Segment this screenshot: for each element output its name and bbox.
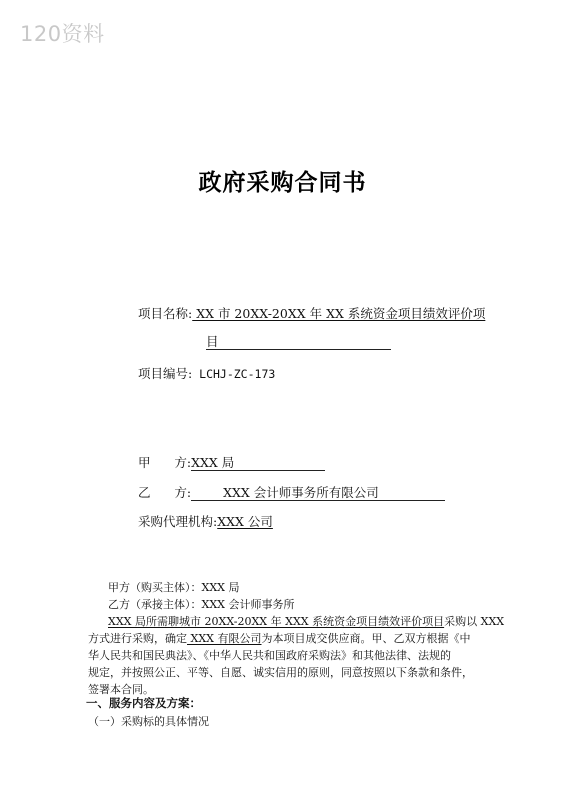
procurement-project-name: XXX 局所需聊城市 20XX-20XX 年 XXX 系统资金项目绩效评价项目 [108,615,445,628]
section-1-heading: 一、服务内容及方案： [86,696,201,710]
agency-value: XXX 公司 [217,514,273,529]
project-name-row-2 [206,334,391,350]
page-title: 政府采购合同书 [198,170,367,196]
party-b-text: XXX 会计师事务所有限公司 [223,485,379,500]
supplier-line: 乙方（承接主体）：XXX 会计师事务所 [108,598,295,611]
para-1-tail: 采购以 XXX [444,615,505,628]
party-a-value [191,455,325,471]
winning-supplier: XXX 有限公司 [187,632,262,645]
watermark: 120资料 [20,22,105,46]
party-b-label: 乙 方: [138,485,192,500]
project-number-label: 项目编号: [138,366,193,381]
contract-paragraph-line-3: 华人民共和国民典法》、《中华人民共和国政府采购法》和其他法律、法规的 [88,649,451,662]
project-name-row [138,306,485,322]
party-a-label: 甲 方: [138,455,192,470]
contract-paragraph-line-1 [108,614,504,630]
contract-paragraph-line-2 [88,631,471,647]
contract-paragraph-line-5: 签署本合同。 [88,683,154,696]
para-2-prefix: 方式进行采购，确定 [88,632,187,645]
agency-label: 采购代理机构: [138,514,218,529]
buyer-line: 甲方（购买主体）：XXX 局 [108,581,240,594]
party-a-row [138,455,325,471]
party-b-value [191,485,445,501]
subsection-1: （一）采购标的具体情况 [88,715,209,728]
project-name-label: 项目名称: [138,306,193,321]
project-name-value-line1: XX 市 20XX-20XX 年 XX 系统资金项目绩效评价项 [192,306,486,321]
party-b-row [138,485,445,501]
project-name-value-line2 [206,334,391,350]
contract-paragraph-line-4: 规定，并按照公正、平等、自愿、诚实信用的原则，同意按照以下条款和条件， [88,666,473,679]
project-number-row [138,366,275,382]
para-2-tail: 为本项目成交供应商。甲、乙双方根据《中 [261,632,471,645]
project-number-value: LCHJ-ZC-173 [192,367,276,381]
project-name-line2-text: 目 [206,334,219,349]
party-a-text: XXX 局 [191,455,235,470]
agency-row [138,514,273,530]
